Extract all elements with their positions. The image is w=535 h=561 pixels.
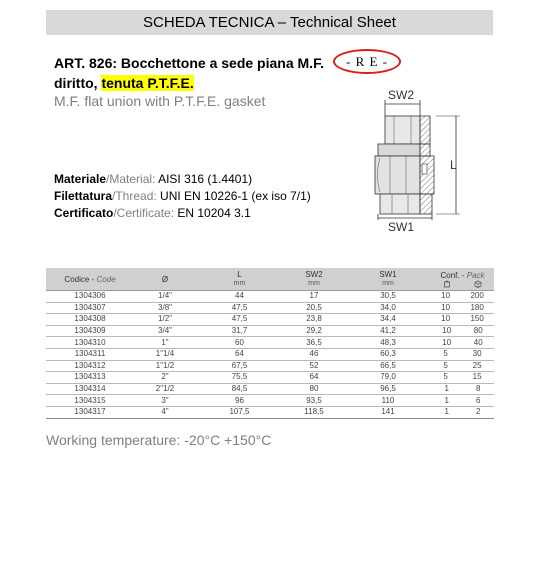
col-code-label: Codice - (64, 274, 97, 284)
l-label: L (450, 158, 457, 172)
cell-pack-box: 8 (476, 384, 481, 394)
spec-certificate-label: Certificato (54, 206, 114, 220)
spec-thread-label: Filettatura (54, 189, 113, 203)
cell-code: 1304314 (46, 383, 134, 395)
cell-sw2: 17 (283, 291, 345, 303)
article-title-line2-text: diritto, (54, 75, 102, 91)
cell-pack-values (431, 303, 494, 313)
cell-sw2: 20,5 (283, 302, 345, 314)
cell-sw1: 141 (345, 406, 431, 418)
spec-certificate-label-en: /Certificate: (113, 206, 175, 220)
cell-pack-values (431, 326, 494, 336)
cell-diameter: 2" (134, 372, 196, 384)
working-temperature: Working temperature: -20°C +150°C (46, 432, 272, 448)
col-sw2 (283, 268, 345, 291)
spec-thread-label-en: /Thread: (112, 189, 157, 203)
cell-pack-values (431, 384, 494, 394)
cell-l: 96 (196, 395, 283, 407)
cell-sw1: 110 (345, 395, 431, 407)
cell-pack (431, 348, 494, 360)
cell-pack-inner: 10 (441, 291, 451, 301)
cell-pack (431, 383, 494, 395)
cell-l: 47,5 (196, 314, 283, 326)
cell-l: 84,5 (196, 383, 283, 395)
col-pack-label-en: Pack (466, 270, 485, 280)
lower-nut (380, 194, 432, 214)
spec-material-label-en: /Material: (106, 172, 156, 186)
cell-pack (431, 337, 494, 349)
header-bar (46, 10, 493, 35)
sheet-title: SCHEDA TECNICA – Technical Sheet (143, 14, 396, 31)
table-row (46, 337, 494, 349)
table-row (46, 372, 494, 384)
cell-l: 67,5 (196, 360, 283, 372)
spec-certificate (54, 205, 251, 221)
re-badge (333, 49, 401, 74)
cell-pack-box: 2 (476, 407, 481, 417)
cell-pack-box: 6 (476, 395, 481, 405)
table-row (46, 314, 494, 326)
spec-thread (54, 188, 311, 204)
cell-diameter: 1/4" (134, 291, 196, 303)
table-row (46, 348, 494, 360)
sw1-label: SW1 (388, 220, 415, 234)
cell-pack (431, 360, 494, 372)
cell-diameter: 1" (134, 337, 196, 349)
cell-pack (431, 325, 494, 337)
spec-material (54, 171, 252, 187)
cell-pack-inner: 1 (444, 384, 449, 394)
cell-code: 1304317 (46, 406, 134, 418)
cell-sw2: 46 (283, 348, 345, 360)
table-row (46, 291, 494, 303)
cell-pack-box: 200 (470, 291, 484, 301)
col-pack-label: Conf. - (440, 270, 467, 280)
cell-sw1: 34,4 (345, 314, 431, 326)
cell-pack-values (431, 361, 494, 371)
cell-l: 75,5 (196, 372, 283, 384)
cell-pack-box: 40 (473, 337, 483, 347)
article-title-line1: ART. 826: Bocchettone a sede piana M.F. (54, 55, 324, 71)
cell-pack-inner: 10 (441, 314, 451, 324)
cell-pack (431, 372, 494, 384)
cell-l: 107,5 (196, 406, 283, 418)
cell-pack-inner: 5 (443, 349, 448, 359)
cell-code: 1304310 (46, 337, 134, 349)
col-l-label: L (237, 270, 242, 279)
gasket-highlight: tenuta P.T.F.E. (101, 75, 194, 91)
cell-pack-values (431, 314, 494, 324)
cell-pack-values (431, 396, 494, 406)
spec-material-label: Materiale (54, 172, 107, 186)
cell-pack-inner: 10 (442, 337, 452, 347)
upper-nut (385, 116, 430, 144)
cell-pack-inner: 5 (443, 360, 448, 370)
pack-icons (431, 280, 494, 288)
cell-pack (431, 302, 494, 314)
spec-thread-value: UNI EN 10226-1 (ex iso 7/1) (156, 189, 311, 203)
spec-material-value: AISI 316 (1.4401) (155, 172, 253, 186)
cell-code: 1304311 (46, 348, 134, 360)
cell-code: 1304306 (46, 291, 134, 303)
cell-pack-values (431, 407, 494, 417)
sw2-label: SW2 (388, 88, 415, 102)
table-row (46, 302, 494, 314)
cell-pack-box: 80 (473, 326, 483, 336)
table-row (46, 360, 494, 372)
cell-l: 60 (196, 337, 283, 349)
cell-sw2: 80 (283, 383, 345, 395)
cell-pack-values (431, 372, 494, 382)
col-sw1-label: SW1 (379, 270, 397, 279)
spec-certificate-value: EN 10204 3.1 (174, 206, 251, 220)
cell-pack-values (431, 291, 494, 301)
article-title (54, 53, 334, 93)
col-l-unit: mm (233, 280, 246, 287)
cell-diameter: 3" (134, 395, 196, 407)
cell-pack (431, 406, 494, 418)
cell-code: 1304312 (46, 360, 134, 372)
cell-diameter: 2"1/2 (134, 383, 196, 395)
cell-diameter: 3/8" (134, 302, 196, 314)
cell-sw2: 52 (283, 360, 345, 372)
cell-pack-box: 180 (470, 302, 484, 312)
cell-pack-values (431, 349, 494, 359)
cell-diameter: 1/2" (134, 314, 196, 326)
table-row (46, 395, 494, 407)
cell-l: 47,5 (196, 302, 283, 314)
cell-pack (431, 314, 494, 326)
col-l (196, 268, 283, 291)
article-subtitle: M.F. flat union with P.T.F.E. gasket (54, 93, 266, 109)
cell-sw1: 48,3 (345, 337, 431, 349)
cell-pack-inner: 10 (442, 326, 452, 336)
col-pack (431, 268, 494, 291)
small-pack-icon (443, 280, 451, 288)
cell-code: 1304315 (46, 395, 134, 407)
cell-code: 1304313 (46, 372, 134, 384)
cell-pack (431, 395, 494, 407)
col-diameter: Ø (134, 268, 196, 291)
cell-sw1: 34,0 (345, 302, 431, 314)
cell-sw1: 66,5 (345, 360, 431, 372)
re-badge-label: - R E - (345, 53, 389, 69)
col-sw1-unit: mm (382, 280, 394, 287)
cell-code: 1304309 (46, 325, 134, 337)
cell-pack-inner: 10 (441, 302, 451, 312)
col-code (46, 268, 134, 291)
cell-sw1: 60,3 (345, 348, 431, 360)
cell-pack-values (431, 338, 494, 348)
cell-sw1: 96,5 (345, 383, 431, 395)
cell-sw2: 64 (283, 372, 345, 384)
box-pack-icon (474, 280, 482, 288)
table-row (46, 383, 494, 395)
cell-diameter: 1"1/2 (134, 360, 196, 372)
cell-pack-box: 150 (470, 314, 484, 324)
cell-pack-box: 25 (472, 360, 482, 370)
union-body (375, 144, 434, 194)
cell-diameter: 1"1/4 (134, 348, 196, 360)
cell-pack (431, 291, 494, 303)
union-technical-drawing (370, 86, 480, 236)
col-sw1 (345, 268, 431, 291)
cell-sw2: 36,5 (283, 337, 345, 349)
col-sw2-unit: mm (308, 280, 320, 287)
cell-pack-box: 30 (472, 349, 482, 359)
cell-l: 31,7 (196, 325, 283, 337)
cell-diameter: 4" (134, 406, 196, 418)
cell-sw2: 93,5 (283, 395, 345, 407)
cell-sw1: 41,2 (345, 325, 431, 337)
col-code-label-en: Code (96, 274, 116, 284)
cell-pack-box: 15 (472, 372, 482, 382)
cell-sw1: 79,0 (345, 372, 431, 384)
col-sw2-label: SW2 (305, 270, 323, 279)
table-row (46, 325, 494, 337)
cell-pack-inner: 1 (444, 395, 449, 405)
cell-sw2: 23,8 (283, 314, 345, 326)
cell-pack-inner: 5 (443, 372, 448, 382)
cell-code: 1304307 (46, 302, 134, 314)
cell-diameter: 3/4" (134, 325, 196, 337)
cell-l: 44 (196, 291, 283, 303)
cell-code: 1304308 (46, 314, 134, 326)
article-title-line2 (54, 73, 334, 93)
cell-l: 64 (196, 348, 283, 360)
cell-sw1: 30,5 (345, 291, 431, 303)
table-row (46, 406, 494, 418)
cell-sw2: 118,5 (283, 406, 345, 418)
cell-sw2: 29,2 (283, 325, 345, 337)
table-header-row (46, 268, 494, 291)
cell-pack-inner: 1 (444, 407, 449, 417)
dimensions-table (46, 268, 494, 419)
